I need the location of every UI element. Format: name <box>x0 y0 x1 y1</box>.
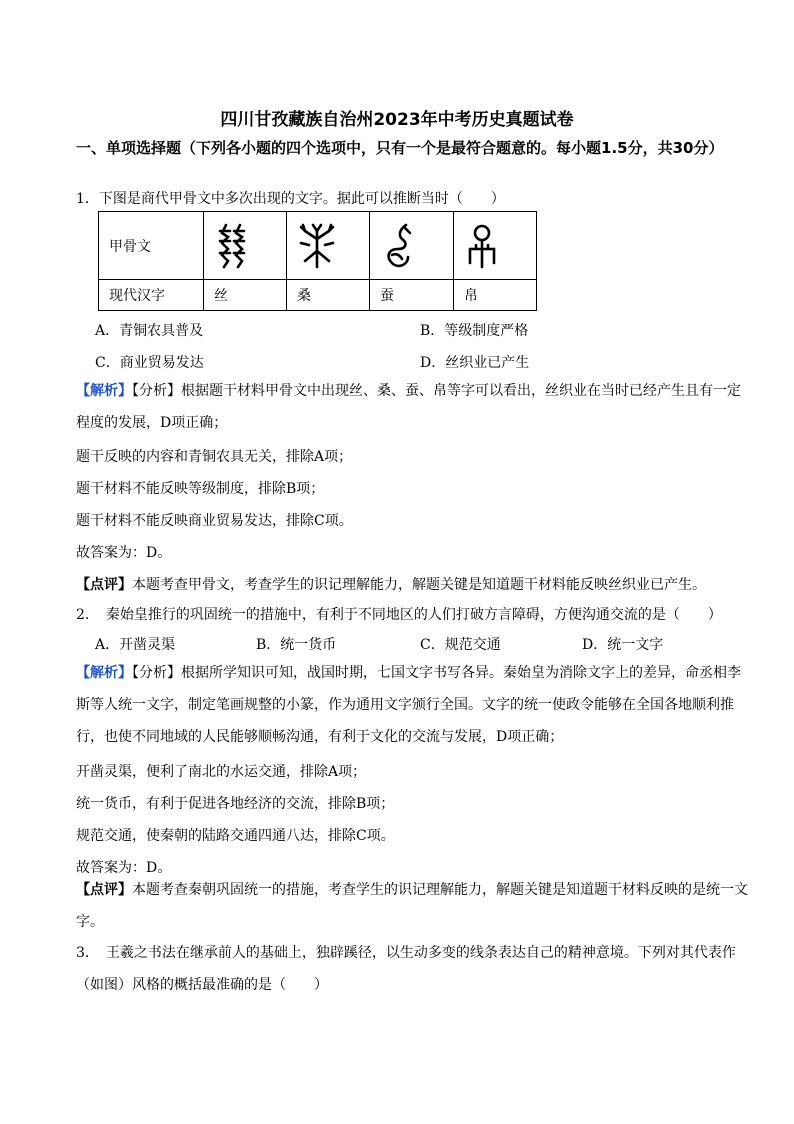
q2-comment <box>76 874 752 938</box>
table-row-label-oracle: 甲骨文 <box>99 212 204 280</box>
q2-analysis <box>76 657 752 753</box>
analysis-text: 【分析】根据所学知识可知，战国时期，七国文字书写各异。秦始皇为消除文字上的差异，命丞相李斯等人统一文字，制定笔画规整的小篆，作为通用文字颁行全国。文字的统一使政令能够在全国各地顺利推行，也使不同地域的人民能够顺畅沟通，有利于文化的交流与发展，D项正确； <box>76 665 741 745</box>
q2-option-d: D．统一文字 <box>582 637 664 653</box>
oracle-silkworm-glyph <box>380 221 416 271</box>
analysis-tag: 【解析】 <box>76 383 132 399</box>
q2-option-a: A．开凿灵渠 <box>95 637 176 653</box>
q1-analysis <box>76 375 752 439</box>
q2-analysis-line: 规范交通，使秦朝的陆路交通四通八达，排除C项。 <box>76 828 395 844</box>
page-title: 四川甘孜藏族自治州2023年中考历史真题试卷 <box>220 110 574 130</box>
q2-analysis-line: 开凿灵渠，便利了南北的水运交通，排除A项； <box>76 764 367 780</box>
oracle-silk-glyph <box>214 221 250 271</box>
question-2-stem: 2． 秦始皇推行的巩固统一的措施中，有利于不同地区的人们打破方言障碍，方便沟通交流的是（ ） <box>76 607 722 623</box>
q2-answer: 故答案为：D。 <box>76 860 172 876</box>
q1-comment <box>76 574 706 594</box>
comment-tag: 【点评】 <box>76 577 132 593</box>
q1-analysis-line: 题干材料不能反映商业贸易发达，排除C项。 <box>76 513 353 529</box>
oracle-mulberry-glyph <box>297 221 337 271</box>
q1-option-b: B．等级制度严格 <box>420 323 529 339</box>
comment-tag: 【点评】 <box>76 882 132 898</box>
q1-option-d: D．丝织业已产生 <box>420 355 530 371</box>
table-row-label-modern: 现代汉字 <box>99 280 204 311</box>
comment-text: 本题考查秦朝巩固统一的措施，考查学生的识记理解能力，解题关键是知道题干材料反映的是统一文字。 <box>76 882 748 930</box>
analysis-tag: 【解析】 <box>76 665 132 681</box>
oracle-bone-table <box>98 211 537 311</box>
section-heading: 一、单项选择题（下列各小题的四个选项中，只有一个是最符合题意的。每小题1.5分，共30分） <box>76 139 724 157</box>
q2-analysis-line: 统一货币，有利于促进各地经济的交流，排除B项； <box>76 796 395 812</box>
oracle-silk-cloth-glyph <box>464 221 500 271</box>
question-1-stem: 1．下图是商代甲骨文中多次出现的文字。据此可以推断当时（ ） <box>76 191 505 207</box>
table-cell-modern: 帛 <box>454 280 537 311</box>
q1-option-c: C．商业贸易发达 <box>95 355 204 371</box>
q2-option-b: B．统一货币 <box>256 637 337 653</box>
table-cell-modern: 丝 <box>204 280 287 311</box>
table-cell-modern: 蚕 <box>370 280 454 311</box>
table-cell-modern: 桑 <box>287 280 370 311</box>
q1-answer: 故答案为：D。 <box>76 545 172 561</box>
q2-option-c: C．规范交通 <box>420 637 501 653</box>
q1-analysis-line: 题干反映的内容和青铜农具无关，排除A项； <box>76 449 353 465</box>
question-3-stem: 3． 王羲之书法在继承前人的基础上，独辟蹊径，以生动多变的线条表达自己的精神意境。下列对其代表作（如图）风格的概括最准确的是（ ） <box>76 945 736 993</box>
comment-text: 本题考查甲骨文，考查学生的识记理解能力，解题关键是知道题干材料能反映丝织业已产生。 <box>132 577 706 593</box>
analysis-text: 【分析】根据题干材料甲骨文中出现丝、桑、蚕、帛等字可以看出，丝织业在当时已经产生且有一定程度的发展，D项正确； <box>76 383 741 431</box>
q1-analysis-line: 题干材料不能反映等级制度，排除B项； <box>76 481 325 497</box>
q1-option-a: A．青铜农具普及 <box>95 323 204 339</box>
